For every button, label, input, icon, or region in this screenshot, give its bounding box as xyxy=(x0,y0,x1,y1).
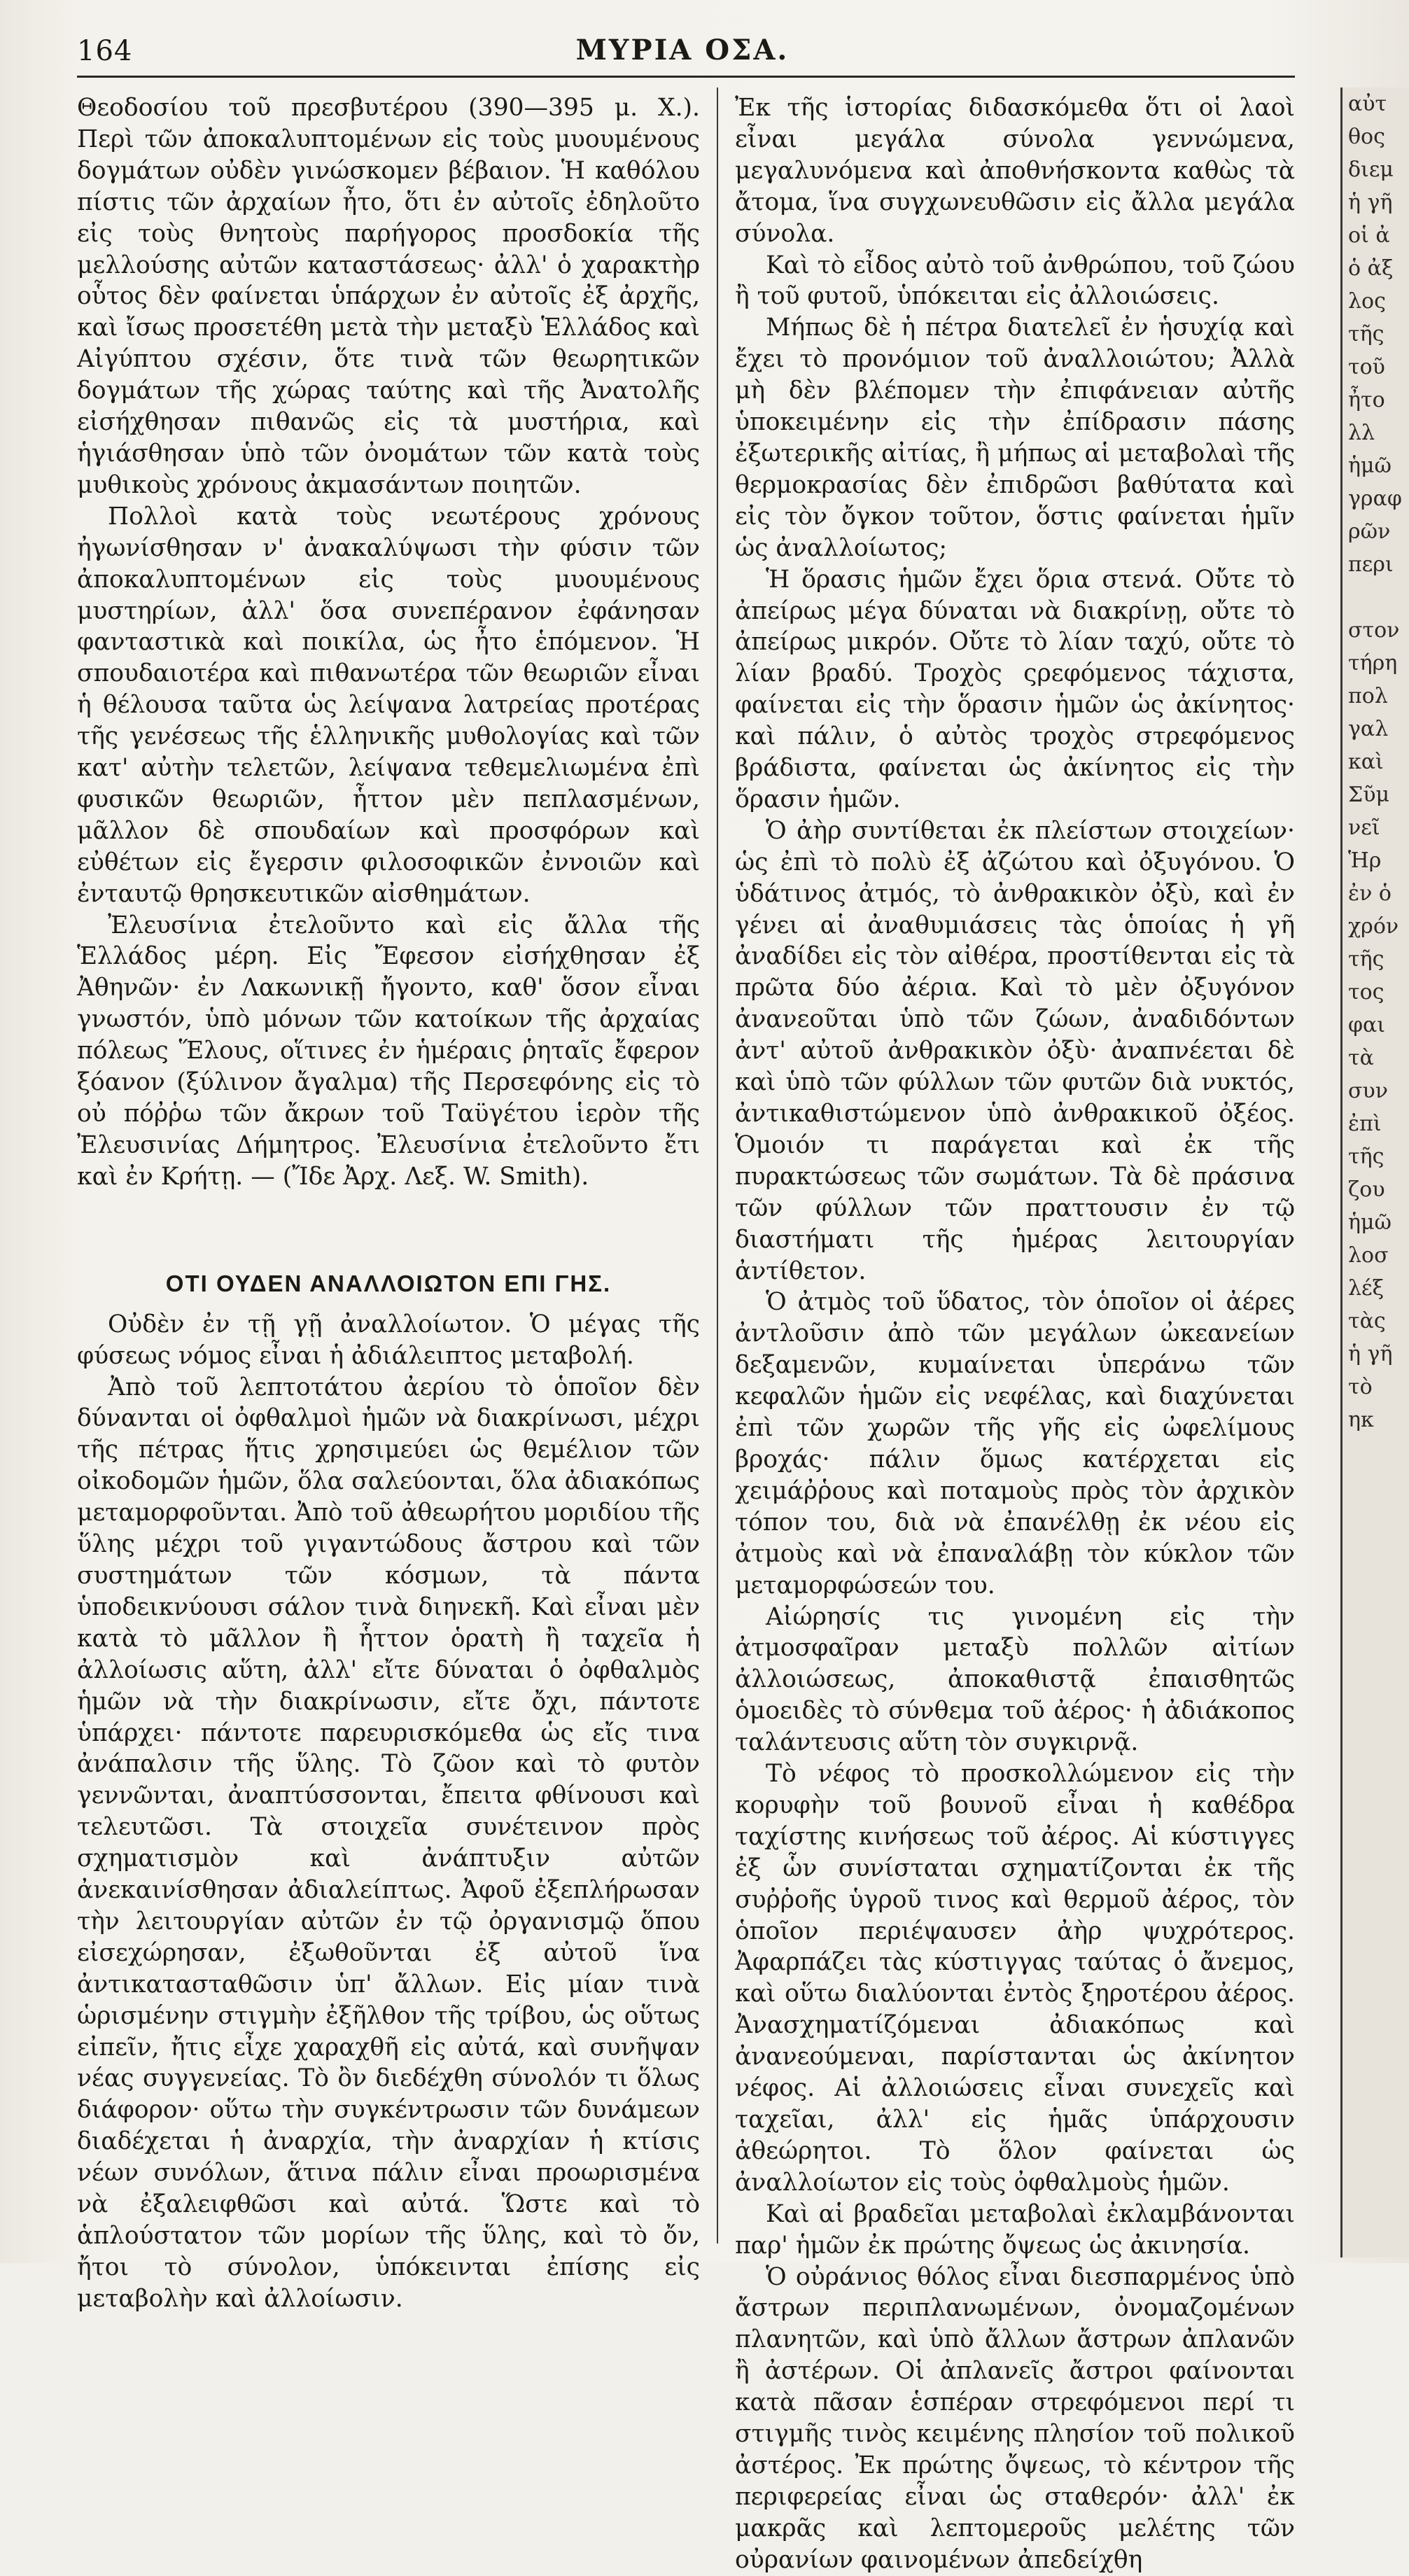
adjacent-page-fragment: ὁ ἀξ xyxy=(1348,256,1394,281)
section-gap xyxy=(77,1193,700,1270)
adjacent-page-fragment: χρόν xyxy=(1348,914,1399,939)
adjacent-page-fragment: τοῦ xyxy=(1348,355,1385,379)
adjacent-page-fragment: ηκ xyxy=(1348,1408,1374,1432)
adjacent-page-fragment: τὰ xyxy=(1348,1046,1374,1070)
left-column xyxy=(77,92,700,2315)
page-number: 164 xyxy=(77,35,133,67)
adjacent-page-fragment: Σῦμ xyxy=(1348,783,1389,807)
adjacent-page-fragment: τὰς xyxy=(1348,1309,1386,1334)
adjacent-page-fragment: στον xyxy=(1348,618,1400,643)
header-rule xyxy=(77,76,1295,78)
adjacent-page-fragment: ἡμῶ xyxy=(1348,454,1392,478)
adjacent-page-fragment: Ἡρ xyxy=(1348,848,1382,873)
adjacent-page-fragment: διεμ xyxy=(1348,158,1394,182)
adjacent-page-fragment: τος xyxy=(1348,980,1385,1004)
column-divider xyxy=(717,88,718,2244)
section-title: ΟΤΙ ΟΥΔΕΝ ΑΝΑΛΛΟΙΩΤΟΝ ΕΠΙ ΓΗΣ. xyxy=(165,1270,612,1296)
adjacent-page-fragment: πολ xyxy=(1348,684,1388,708)
right-paragraph: Ὁ οὐράνιος θόλος εἶναι διεσπαρμένος ὑπὸ ἄστρων περιπλανωμένων, ὀνομαζομένων πλανητῶν, καὶ ὑπὸ ἄλλων ἄστρων ἀπλανῶν ἢ ἀστέρων. Οἱ ἀπλανεῖς ἄστροι φαίνονται κατὰ πᾶσαν ἑσπέραν στρεφόμενοι περί τι στιγμῆς τινὸς κειμένης πλησίον τοῦ πολικοῦ ἀστέρος. Ἐκ πρώτης ὄψεως, τὸ κέντρον τῆς περιφερείας εἶναι ὡς σταθερόν· ἀλλ' ἐκ μακρᾶς καὶ λεπτομεροῦς μελέτης τῶν οὐρανίων φαινομένων ἀπεδείχθη xyxy=(735,2262,1295,2574)
adjacent-page-fragment: οἱ ἀ xyxy=(1348,223,1390,248)
adjacent-page-fragment: γαλ xyxy=(1348,717,1389,741)
left-paragraph: Πολλοὶ κατὰ τοὺς νεωτέρους χρόνους ἠγωνίσθησαν ν' ἀνακαλύψωσι τὴν φύσιν τῶν ἀποκαλυπτομένων εἰς τοὺς μυουμένους μυστηρίων, ἀλλ' ὅσα συνεπέρανον ἐφάνησαν φανταστικὰ καὶ ποικίλα, ὡς ἦτο ἑπόμενον. Ἡ σπουδαιοτέρα καὶ πιθανωτέρα τῶν θεωριῶν εἶναι ἡ θέλουσα ταῦτα ὡς λείψανα λατρείας προτέρας τῆς γενέσεως τῆς ἑλληνικῆς μυθολογίας καὶ τῶν κατ' αὐτὴν τελετῶν, λείψανα τεθεμελιωμένα ἐπὶ φυσικῶν θεωριῶν, ἧττον μὲν πεπλασμένων, μᾶλλον δὲ σπουδαίων καὶ προσφόρων καὶ εὐθέτων εἰς ἔγερσιν φιλοσοφικῶν ἐννοιῶν καὶ ἐνταυτῷ θρησκευτικῶν αἰσθημάτων. xyxy=(77,502,700,908)
left-paragraph: Ἐλευσίνια ἐτελοῦντο καὶ εἰς ἄλλα τῆς Ἑλλάδος μέρη. Εἰς Ἔφεσον εἰσήχθησαν ἐξ Ἀθηνῶν· ἐν Λακωνικῇ ἤγοντο, καθ' ὅσον εἶναι γνωστόν, ὑπὸ μόνων τῶν κατοίκων τῆς ἀρχαίας πόλεως Ἕλους, οἵτινες ἐν ἡμέραις ῥηταῖς ἔφερον ξόανον (ξύλινον ἄγαλμα) τῆς Περσεφόνης εἰς τὸ οὐ πόῤῥω τῶν ἄκρων τοῦ Ταϋγέτου ἱερὸν τῆς Ἐλευσινίας Δήμητρος. Ἐλευσίνια ἐτελοῦντο ἔτι καὶ ἐν Κρήτῃ. — (Ἴδε Ἀρχ. Λεξ. W. Smith). xyxy=(77,911,700,1191)
left-paragraph: Θεοδοσίου τοῦ πρεσβυτέρου (390—395 μ. Χ.). Περὶ τῶν ἀποκαλυπτομένων εἰς τοὺς μυουμένους δογμάτων οὐδὲν γινώσκομεν βέβαιον. Ἡ καθόλου πίστις τῶν ἀρχαίων ἦτο, ὅτι ἐν αὐτοῖς ἐδηλοῦτο εἰς τοὺς θνητοὺς παρήγορος προσδοκία τῆς μελλούσης αὐτῶν καταστάσεως· ἀλλ' ὁ χαρακτὴρ οὗτος δὲν φαίνεται ὑπάρχων ἐν αὐτοῖς ἐξ ἀρχῆς, καὶ ἴσως προσετέθη μετὰ τὴν μεταξὺ Ἑλλάδος καὶ Αἰγύπτου σχέσιν, ὅτε τινὰ τῶν θεωρητικῶν δογμάτων τῆς χώρας ταύτης καὶ τῆς Ἀνατολῆς εἰσήχθησαν πιθανῶς εἰς τὰ μυστήρια, καὶ ἡγιάσθησαν ὑπὸ τῶν ὀνομάτων τῶν κατὰ τοὺς μυθικοὺς χρόνους ἀκμασάντων ποιητῶν. xyxy=(77,94,700,499)
adjacent-page-fragment: τῆς xyxy=(1348,947,1385,972)
adjacent-page-fragment: ἡ γῆ xyxy=(1348,190,1393,215)
adjacent-page-fragment: λλ xyxy=(1348,421,1375,445)
right-paragraph: Ὁ ἀτμὸς τοῦ ὕδατος, τὸν ὁποῖον οἱ ἀέρες ἀντλοῦσιν ἀπὸ τῶν μεγάλων ὠκεανείων δεξαμενῶν, κυμαίνεται ὑπεράνω τῶν κεφαλῶν ἡμῶν εἰς νεφέλας, καὶ διαχύνεται ἐπὶ τῶν χωρῶν τῆς γῆς εἰς ὠφελίμους βροχάς· πάλιν ὅμως κατέρχεται εἰς χειμάῤῥους καὶ ποταμοὺς πρὸς τὸν ἀρχικὸν τόπον του, διὰ νὰ ἐπανέλθῃ ἐκ νέου εἰς ἀτμοὺς καὶ νὰ ἐπαναλάβῃ τὸν κύκλον τῶν μεταμορφώσεών του. xyxy=(735,1288,1295,1600)
adjacent-page-fragment: θος xyxy=(1348,125,1385,149)
adjacent-page-fragment: γραφ xyxy=(1348,486,1402,511)
adjacent-page-fragment: τῆς xyxy=(1348,322,1385,346)
adjacent-page-fragment: λος xyxy=(1348,289,1386,314)
right-paragraph: Καὶ τὸ εἶδος αὐτὸ τοῦ ἀνθρώπου, τοῦ ζώου ἢ τοῦ φυτοῦ, ὑπόκειται εἰς ἀλλοιώσεις. xyxy=(735,251,1295,311)
adjacent-page-fragment: καὶ xyxy=(1348,750,1384,774)
right-paragraph: Ἐκ τῆς ἱστορίας διδασκόμεθα ὅτι οἱ λαοὶ εἶναι μεγάλα σύνολα γεννώμενα, μεγαλυνόμενα καὶ ἀποθνήσκοντα καθὼς τὰ ἄτομα, ἵνα συγχωνευθῶσιν εἰς ἄλλα μεγάλα σύνολα. xyxy=(735,94,1295,248)
right-column xyxy=(735,92,1295,2576)
adjacent-page-fragment: ζου xyxy=(1348,1177,1385,1202)
right-paragraph: Μήπως δὲ ἡ πέτρα διατελεῖ ἐν ἡσυχίᾳ καὶ ἔχει τὸ προνόμιον τοῦ ἀναλλοιώτου; Ἀλλὰ μὴ δὲν βλέπομεν τὴν ἐπιφάνειαν αὐτῆς ὑποκειμένην εἰς τὴν ἐπίδρασιν πάσης ἐξωτερικῆς αἰτίας, ἢ μήπως αἱ μεταβολαὶ τῆς θερμοκρασίας δὲν ἐπιδρῶσι βαθύτατα καὶ εἰς τὸν ὄγκον τοῦτον, ὅστις φαίνεται ἡμῖν ὡς ἀναλλοίωτος; xyxy=(735,314,1295,562)
adjacent-page-fragment: περι xyxy=(1348,552,1394,577)
right-paragraph: Ἡ ὅρασις ἡμῶν ἔχει ὅρια στενά. Οὔτε τὸ ἀπείρως μέγα δύναται νὰ διακρίνῃ, οὔτε τὸ ἀπείρως μικρόν. Οὔτε τὸ λίαν ταχύ, οὔτε τὸ λίαν βραδύ. Τροχὸς ςρεφόμενος τάχιστα, φαίνεται εἰς τὴν ὅρασιν ἡμῶν ὡς ἀκίνητος· καὶ πάλιν, ὁ αὐτὸς τροχὸς στρεφόμενος βράδιστα, φαίνεται ὡς ἀκίνητος εἰς τὴν ὅρασιν ἡμῶν. xyxy=(735,565,1295,813)
adjacent-page-fragment: ἐν ὁ xyxy=(1348,881,1392,906)
adjacent-page-fragment: φαι xyxy=(1348,1013,1386,1037)
adjacent-page-strip xyxy=(1340,88,1409,2258)
adjacent-page-fragment: ἡ γῆ xyxy=(1348,1342,1393,1366)
right-paragraph: Καὶ αἱ βραδεῖαι μεταβολαὶ ἐκλαμβάνονται παρ' ἡμῶν ἐκ πρώτης ὄψεως ὡς ἀκινησία. xyxy=(735,2199,1295,2260)
adjacent-page-fragment: τήρη xyxy=(1348,651,1398,676)
adjacent-page-fragment: ἐπὶ xyxy=(1348,1112,1382,1136)
adjacent-page-fragment: αὐτ xyxy=(1348,92,1387,116)
adjacent-page-fragment: νεῖ xyxy=(1348,816,1380,840)
adjacent-page-fragment: ἦτο xyxy=(1348,388,1385,412)
adjacent-page-fragment: συν xyxy=(1348,1079,1388,1103)
adjacent-page-fragment xyxy=(1348,581,1409,614)
adjacent-page-fragment: λοσ xyxy=(1348,1243,1389,1268)
running-title: ΜΥΡΙΑ ΟΣΑ. xyxy=(575,34,790,66)
section-paragraph: Οὐδὲν ἐν τῇ γῇ ἀναλλοίωτον. Ὁ μέγας τῆς φύσεως νόμος εἶναι ἡ ἀδιάλειπτος μεταβολή. xyxy=(77,1310,700,1370)
adjacent-page-fragment: λέξ xyxy=(1348,1276,1385,1301)
adjacent-page-fragment: τῆς xyxy=(1348,1144,1385,1169)
section-paragraph: Ἀπὸ τοῦ λεπτοτάτου ἀερίου τὸ ὁποῖον δὲν δύνανται οἱ ὀφθαλμοὶ ἡμῶν νὰ διακρίνωσι, μέχρι τῆς πέτρας ἥτις χρησιμεύει ὡς θεμέλιον τῶν οἰκοδομῶν ἡμῶν, ὅλα σαλεύονται, ὅλα ἀδιακόπως μεταμορφοῦνται. Ἀπὸ τοῦ ἀθεωρήτου μοριδίου τῆς ὕλης μέχρι τοῦ γιγαντώδους ἄστρου καὶ τῶν συστημάτων τῶν κόσμων, τὰ πάντα ὑποδεικνύουσι σάλον τινὰ διηνεκῆ. Καὶ εἶναι μὲν κατὰ τὸ μᾶλλον ἢ ἧττον ὁρατὴ ἢ ταχεῖα ἡ ἀλλοίωσις αὕτη, ἀλλ' εἴτε δύναται ὁ ὀφθαλμὸς ἡμῶν νὰ τὴν διακρίνωσιν, εἴτε ὄχι, πάντοτε ὑπάρχει· πάντοτε παρευρισκόμεθα ὡς εἴς τινα ἀνάπαλσιν τῆς ὕλης. Τὸ ζῶον καὶ τὸ φυτὸν γεννῶνται, ἀναπτύσσονται, ἔπειτα φθίνουσι καὶ τελευτῶσι. Τὰ στοιχεῖα συνέτεινον πρὸς σχηματισμὸν καὶ ἀνάπτυξιν αὐτῶν ἀνεκαινίσθησαν ἀδιαλείπτως. Ἀφοῦ ἐξεπλήρωσαν τὴν λειτουργίαν αὐτῶν ἐν τῷ ὀργανισμῷ ὅπου εἰσεχώρησαν, ἐξωθοῦνται ἐξ αὐτοῦ ἵνα ἀντικατασταθῶσιν ὑπ' ἄλλων. Εἰς μίαν τινὰ ὡρισμένην στιγμὴν ἐξῆλθον τῆς τρίβου, ὡς οὕτως εἰπεῖν, ἤτις εἶχε χαραχθῆ εἰς αὐτά, καὶ συνῆψαν νέας συγγενείας. Τὸ ὂν διεδέχθη σύνολόν τι ὅλως διάφορον· οὕτω τὴν συγκέντρωσιν τῶν δυνάμεων διαδέχεται ἡ ἀναρχία, τὴν ἀναρχίαν ἡ κτίσις νέων συνόλων, ἅτινα πάλιν εἶναι προωρισμένα νὰ ἐξαλειφθῶσι καὶ αὐτά. Ὥστε καὶ τὸ ἁπλούστατον τῶν μορίων τῆς ὕλης, καὶ τὸ ὄν, ἤτοι τὸ σύνολον, ὑπόκεινται ἐπίσης εἰς μεταβολὴν καὶ ἀλλοίωσιν. xyxy=(77,1373,700,2313)
right-paragraph: Τὸ νέφος τὸ προσκολλώμενον εἰς τὴν κορυφὴν τοῦ βουνοῦ εἶναι ἡ καθέδρα ταχίστης κινήσεως τοῦ ἀέρος. Αἱ κύστιγγες ἐξ ὧν συνίσταται σχηματίζονται ἐκ τῆς συῤῥοῆς ὑγροῦ τινος καὶ θερμοῦ ἀέρος, τὸν ὁποῖον περιέψαυσεν ἀὴρ ψυχρότερος. Ἀφαρπάζει τὰς κύστιγγας ταύτας ὁ ἄνεμος, καὶ οὕτω διαλύονται ἐντὸς ξηροτέρου ἀέρος. Ἀνασχηματίζόμεναι ἀδιακόπως καὶ ἀνανεούμεναι, παρίστανται ὡς ἀκίνητον νέφος. Αἱ ἀλλοιώσεις εἶναι συνεχεῖς καὶ ταχεῖαι, ἀλλ' εἰς ἡμᾶς ὑπάρχουσιν ἀθεώρητοι. Τὸ ὅλον φαίνεται ὡς ἀναλλοίωτον εἰς τοὺς ὀφθαλμοὺς ἡμῶν. xyxy=(735,1760,1295,2197)
adjacent-page-fragment: ρῶν xyxy=(1348,519,1391,544)
adjacent-page-fragment: ἡμῶ xyxy=(1348,1210,1392,1235)
adjacent-page-fragment: τὸ xyxy=(1348,1375,1373,1399)
right-paragraph: Αἰώρησίς τις γινομένη εἰς τὴν ἀτμοσφαῖραν μεταξὺ πολλῶν αἰτίων ἀλλοιώσεως, ἀποκαθιστᾷ ἐπαισθητῶς ὁμοειδὲς τὸ σύνθεμα τοῦ ἀέρος· ἡ ἀδιάκοπος ταλάντευσις αὕτη τὸν συγκιρνᾷ. xyxy=(735,1602,1295,1757)
right-paragraph: Ὁ ἀὴρ συντίθεται ἐκ πλείστων στοιχείων· ὡς ἐπὶ τὸ πολὺ ἐξ ἀζώτου καὶ ὀξυγόνου. Ὁ ὑδάτινος ἀτμός, τὸ ἀνθρακικὸν ὀξὺ, καὶ ἐν γένει αἱ ἀναθυμιάσεις τὰς ὁποίας ἡ γῆ ἀναδίδει εἰς τὸν αἰθέρα, προστίθενται εἰς τὰ πρῶτα δύο ἀέρια. Καὶ τὸ μὲν ὀξυγόνον ἀνανεοῦται ὑπὸ τῶν ζώων, ἀναδιδόντων ἀντ' αὐτοῦ ἀνθρακικὸν ὀξὺ· ἀναπνέεται δὲ καὶ ὑπὸ τῶν φύλλων τῶν φυτῶν διὰ νυκτός, ἀντικαθιστώμενον ὑπὸ ἀνθρακικοῦ ὀξέος. Ὁμοιόν τι παράγεται καὶ ἐκ τῆς πυρακτώσεως τῶν σωμάτων. Τὰ δὲ πράσινα τῶν φύλλων τῶν πραττουσιν ἐν τῷ διαστήματι τῆς ἡμέρας λειτουργίαν ἀντίθετον. xyxy=(735,816,1295,1285)
